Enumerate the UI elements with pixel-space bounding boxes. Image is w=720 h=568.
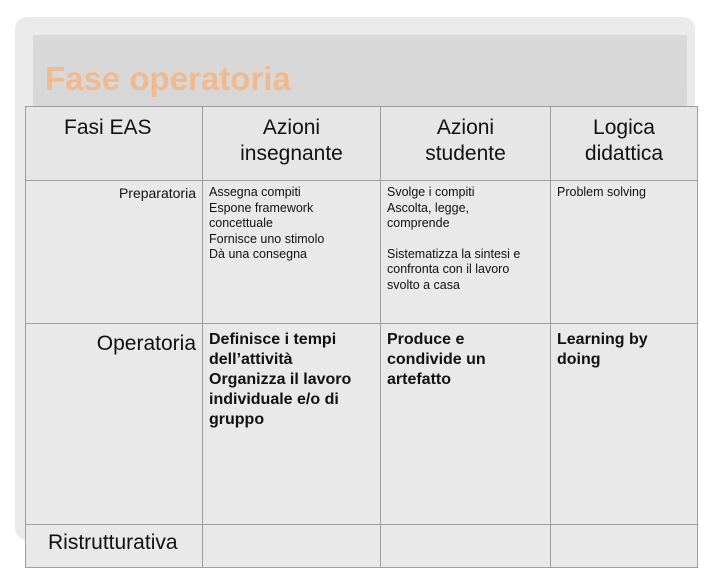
header-azioni-insegnante: Azioni insegnante [203, 107, 381, 181]
phase-preparatoria: Preparatoria [26, 181, 203, 324]
phase-operatoria: Operatoria [26, 324, 203, 525]
student-actions-operatoria: Produce e condivide un artefatto [381, 324, 551, 525]
slide-title: Fase operatoria [45, 60, 291, 97]
header-azioni-studente: Azioni studente [381, 107, 551, 181]
header-logica-didattica: Logica didattica [551, 107, 698, 181]
table-row-operatoria [26, 324, 698, 525]
header-fasi-eas: Fasi EAS [26, 107, 203, 181]
logic-preparatoria: Problem solving [551, 181, 698, 324]
table-header-row [26, 107, 698, 181]
student-actions-preparatoria: Svolge i compiti Ascolta, legge, comprende Sistematizza la sintesi e confronta con il lavoro svolto a casa [381, 181, 551, 324]
table-row-preparatoria [26, 181, 698, 324]
logic-operatoria: Learning by doing [551, 324, 698, 525]
phase-table [25, 106, 697, 554]
logic-ristrutturativa [551, 525, 698, 568]
teacher-actions-operatoria: Definisce i tempi dell’attività Organizza il lavoro individuale e/o di gruppo [203, 324, 381, 525]
table-row-ristrutturativa [26, 525, 698, 568]
phase-ristrutturativa: Ristrutturativa [26, 525, 203, 568]
teacher-actions-ristrutturativa [203, 525, 381, 568]
student-actions-ristrutturativa [381, 525, 551, 568]
teacher-actions-preparatoria: Assegna compiti Espone framework concettuale Fornisce uno stimolo Dà una consegna [203, 181, 381, 324]
